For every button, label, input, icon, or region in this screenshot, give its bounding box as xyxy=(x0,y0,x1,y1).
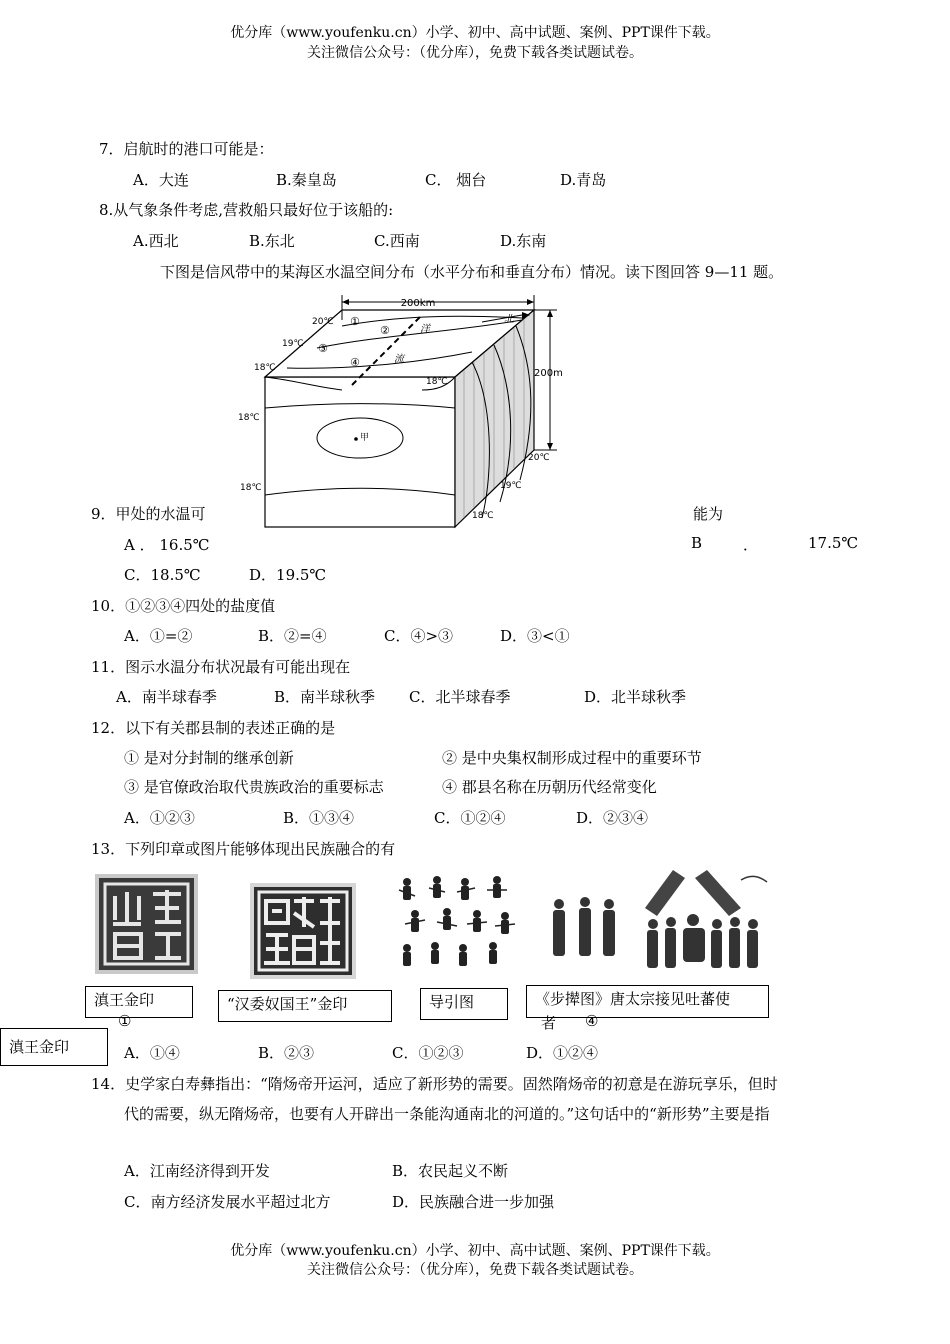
q9-option-b-value: 17.5℃ xyxy=(808,534,859,552)
q9-option-c: C．18.5℃ xyxy=(124,566,201,584)
q13-option-c: C．①②③ xyxy=(392,1044,464,1062)
label-20c-top: 20℃ xyxy=(312,317,334,327)
label-north: 北 xyxy=(504,314,514,325)
label-18c-mid: 18℃ xyxy=(426,377,448,387)
point-3: ③ xyxy=(318,342,328,355)
q12-stem: 12．以下有关郡县制的表述正确的是 xyxy=(91,719,336,737)
q10-option-a: A．①=② xyxy=(124,627,193,645)
label-current: 流 xyxy=(394,354,404,365)
q14-option-a: A．江南经济得到开发 xyxy=(124,1162,270,1180)
q12-option-d: D．②③④ xyxy=(576,809,649,827)
caption-box-4: 《步撵图》唐太宗接见吐蕃使 xyxy=(526,985,769,1018)
q8-option-a: A.西北 xyxy=(133,232,179,250)
label-ocean: 洋 xyxy=(420,324,430,335)
q13-option-a: A．①④ xyxy=(124,1044,180,1062)
header-line-2: 关注微信公众号：（优分库），免费下载各类试题试卷。 xyxy=(307,45,643,61)
bunian-painting-image xyxy=(545,868,770,980)
intro-9-11: 下图是信风带中的某海区水温空间分布（水平分布和垂直分布）情况。读下图回答 9—11 题。 xyxy=(160,263,784,281)
caption-number-4: ④ xyxy=(585,1012,599,1030)
q7-stem: 7．启航时的港口可能是： xyxy=(99,140,274,158)
q12-statement-2: ② 是中央集权制形成过程中的重要环节 xyxy=(442,749,702,767)
q12-option-c: C．①②④ xyxy=(434,809,506,827)
q10-option-c: C．④>③ xyxy=(384,627,454,645)
q11-option-d: D．北半球秋季 xyxy=(584,688,687,706)
q8-stem: 8.从气象条件考虑,营救船只最好位于该船的: xyxy=(99,201,394,219)
label-18c-left2: 18℃ xyxy=(240,483,262,493)
caption-box-2: “汉委奴国王”金印 xyxy=(218,990,392,1022)
q11-option-a: A．南半球春季 xyxy=(116,688,217,706)
label-20c-right: 20℃ xyxy=(528,453,550,463)
q11-option-c: C．北半球春季 xyxy=(409,688,511,706)
q13-stem: 13．下列印章或图片能够体现出民族融合的有 xyxy=(91,840,396,858)
q9-option-d: D．19.5℃ xyxy=(249,566,327,584)
q9-stem-left: 9．甲处的水温可 xyxy=(91,505,206,523)
q12-statement-4: ④ 郡县名称在历朝历代经常变化 xyxy=(442,778,657,796)
header-line-1: 优分库（www.youfenku.cn）小学、初中、高中试题、案例、PPT课件下载。 xyxy=(230,25,720,41)
q10-stem: 10．①②③④四处的盐度值 xyxy=(91,597,276,615)
caption-number-1: ① xyxy=(118,1012,132,1030)
label-19c-top: 19℃ xyxy=(282,339,304,349)
q11-option-b: B．南半球秋季 xyxy=(274,688,376,706)
q11-stem: 11．图示水温分布状况最有可能出现在 xyxy=(91,658,351,676)
label-200km: 200km xyxy=(400,298,436,309)
label-18c-left: 18℃ xyxy=(238,413,260,423)
q14-line-2: 代的需要，纵无隋炀帝，也要有人开辟出一条能沟通南北的河道的。”这句话中的“新形势”主要是指 xyxy=(124,1105,770,1123)
caption-box-1: 滇王金印 xyxy=(85,986,193,1018)
footer-line-2: 关注微信公众号：（优分库），免费下载各类试题试卷。 xyxy=(307,1262,643,1278)
q12-statement-1: ① 是对分封制的继承创新 xyxy=(124,749,294,767)
q14-line-1: 14．史学家白寿彝指出：“隋炀帝开运河，适应了新形势的需要。固然隋炀帝的初意是在游玩享乐，但时 xyxy=(91,1075,778,1093)
q7-option-b: B.秦皇岛 xyxy=(276,171,337,189)
label-18c-right: 18℃ xyxy=(472,511,494,521)
label-jia: 甲 xyxy=(360,433,370,443)
caption-box-3: 导引图 xyxy=(420,988,508,1020)
q8-option-d: D.东南 xyxy=(500,232,547,250)
q9-option-b-letter: B xyxy=(691,534,703,552)
q12-option-a: A．①②③ xyxy=(124,809,195,827)
q9-stem-right: 能为 xyxy=(693,505,724,523)
q7-option-d: D.青岛 xyxy=(560,171,607,189)
q9-option-a: A ． 16.5℃ xyxy=(124,536,210,554)
q10-option-b: B．②=④ xyxy=(258,627,327,645)
dian-king-seal-image xyxy=(95,874,198,974)
q14-option-d: D．民族融合进一步加强 xyxy=(392,1193,555,1211)
label-18c-top: 18℃ xyxy=(254,363,276,373)
label-19c-right: 19℃ xyxy=(500,481,522,491)
extra-caption-box: 滇王金印 xyxy=(0,1028,108,1066)
point-4: ④ xyxy=(350,356,360,369)
q13-option-d: D．①②④ xyxy=(526,1044,599,1062)
q12-option-b: B．①③④ xyxy=(283,809,355,827)
q14-option-b: B．农民起义不断 xyxy=(392,1162,509,1180)
q12-statement-3: ③ 是官僚政治取代贵族政治的重要标志 xyxy=(124,778,384,796)
caption-4-continued: 者 xyxy=(541,1014,557,1032)
q7-option-c: C． 烟台 xyxy=(425,171,487,189)
han-nu-king-seal-image xyxy=(250,883,356,979)
label-200m: 200m xyxy=(534,368,563,379)
q8-option-b: B.东北 xyxy=(249,232,295,250)
q8-option-c: C.西南 xyxy=(374,232,420,250)
footer-line-1: 优分库（www.youfenku.cn）小学、初中、高中试题、案例、PPT课件下载。 xyxy=(230,1243,720,1259)
q7-option-a: A．大连 xyxy=(133,171,189,189)
q9-option-b-dot: ． xyxy=(743,536,759,554)
ocean-temperature-diagram xyxy=(232,290,592,535)
point-2: ② xyxy=(380,324,390,337)
daoyin-chart-image xyxy=(393,870,521,978)
q14-option-c: C．南方经济发展水平超过北方 xyxy=(124,1193,331,1211)
point-1: ① xyxy=(350,315,360,328)
q13-option-b: B．②③ xyxy=(258,1044,315,1062)
q10-option-d: D．③<① xyxy=(500,627,570,645)
